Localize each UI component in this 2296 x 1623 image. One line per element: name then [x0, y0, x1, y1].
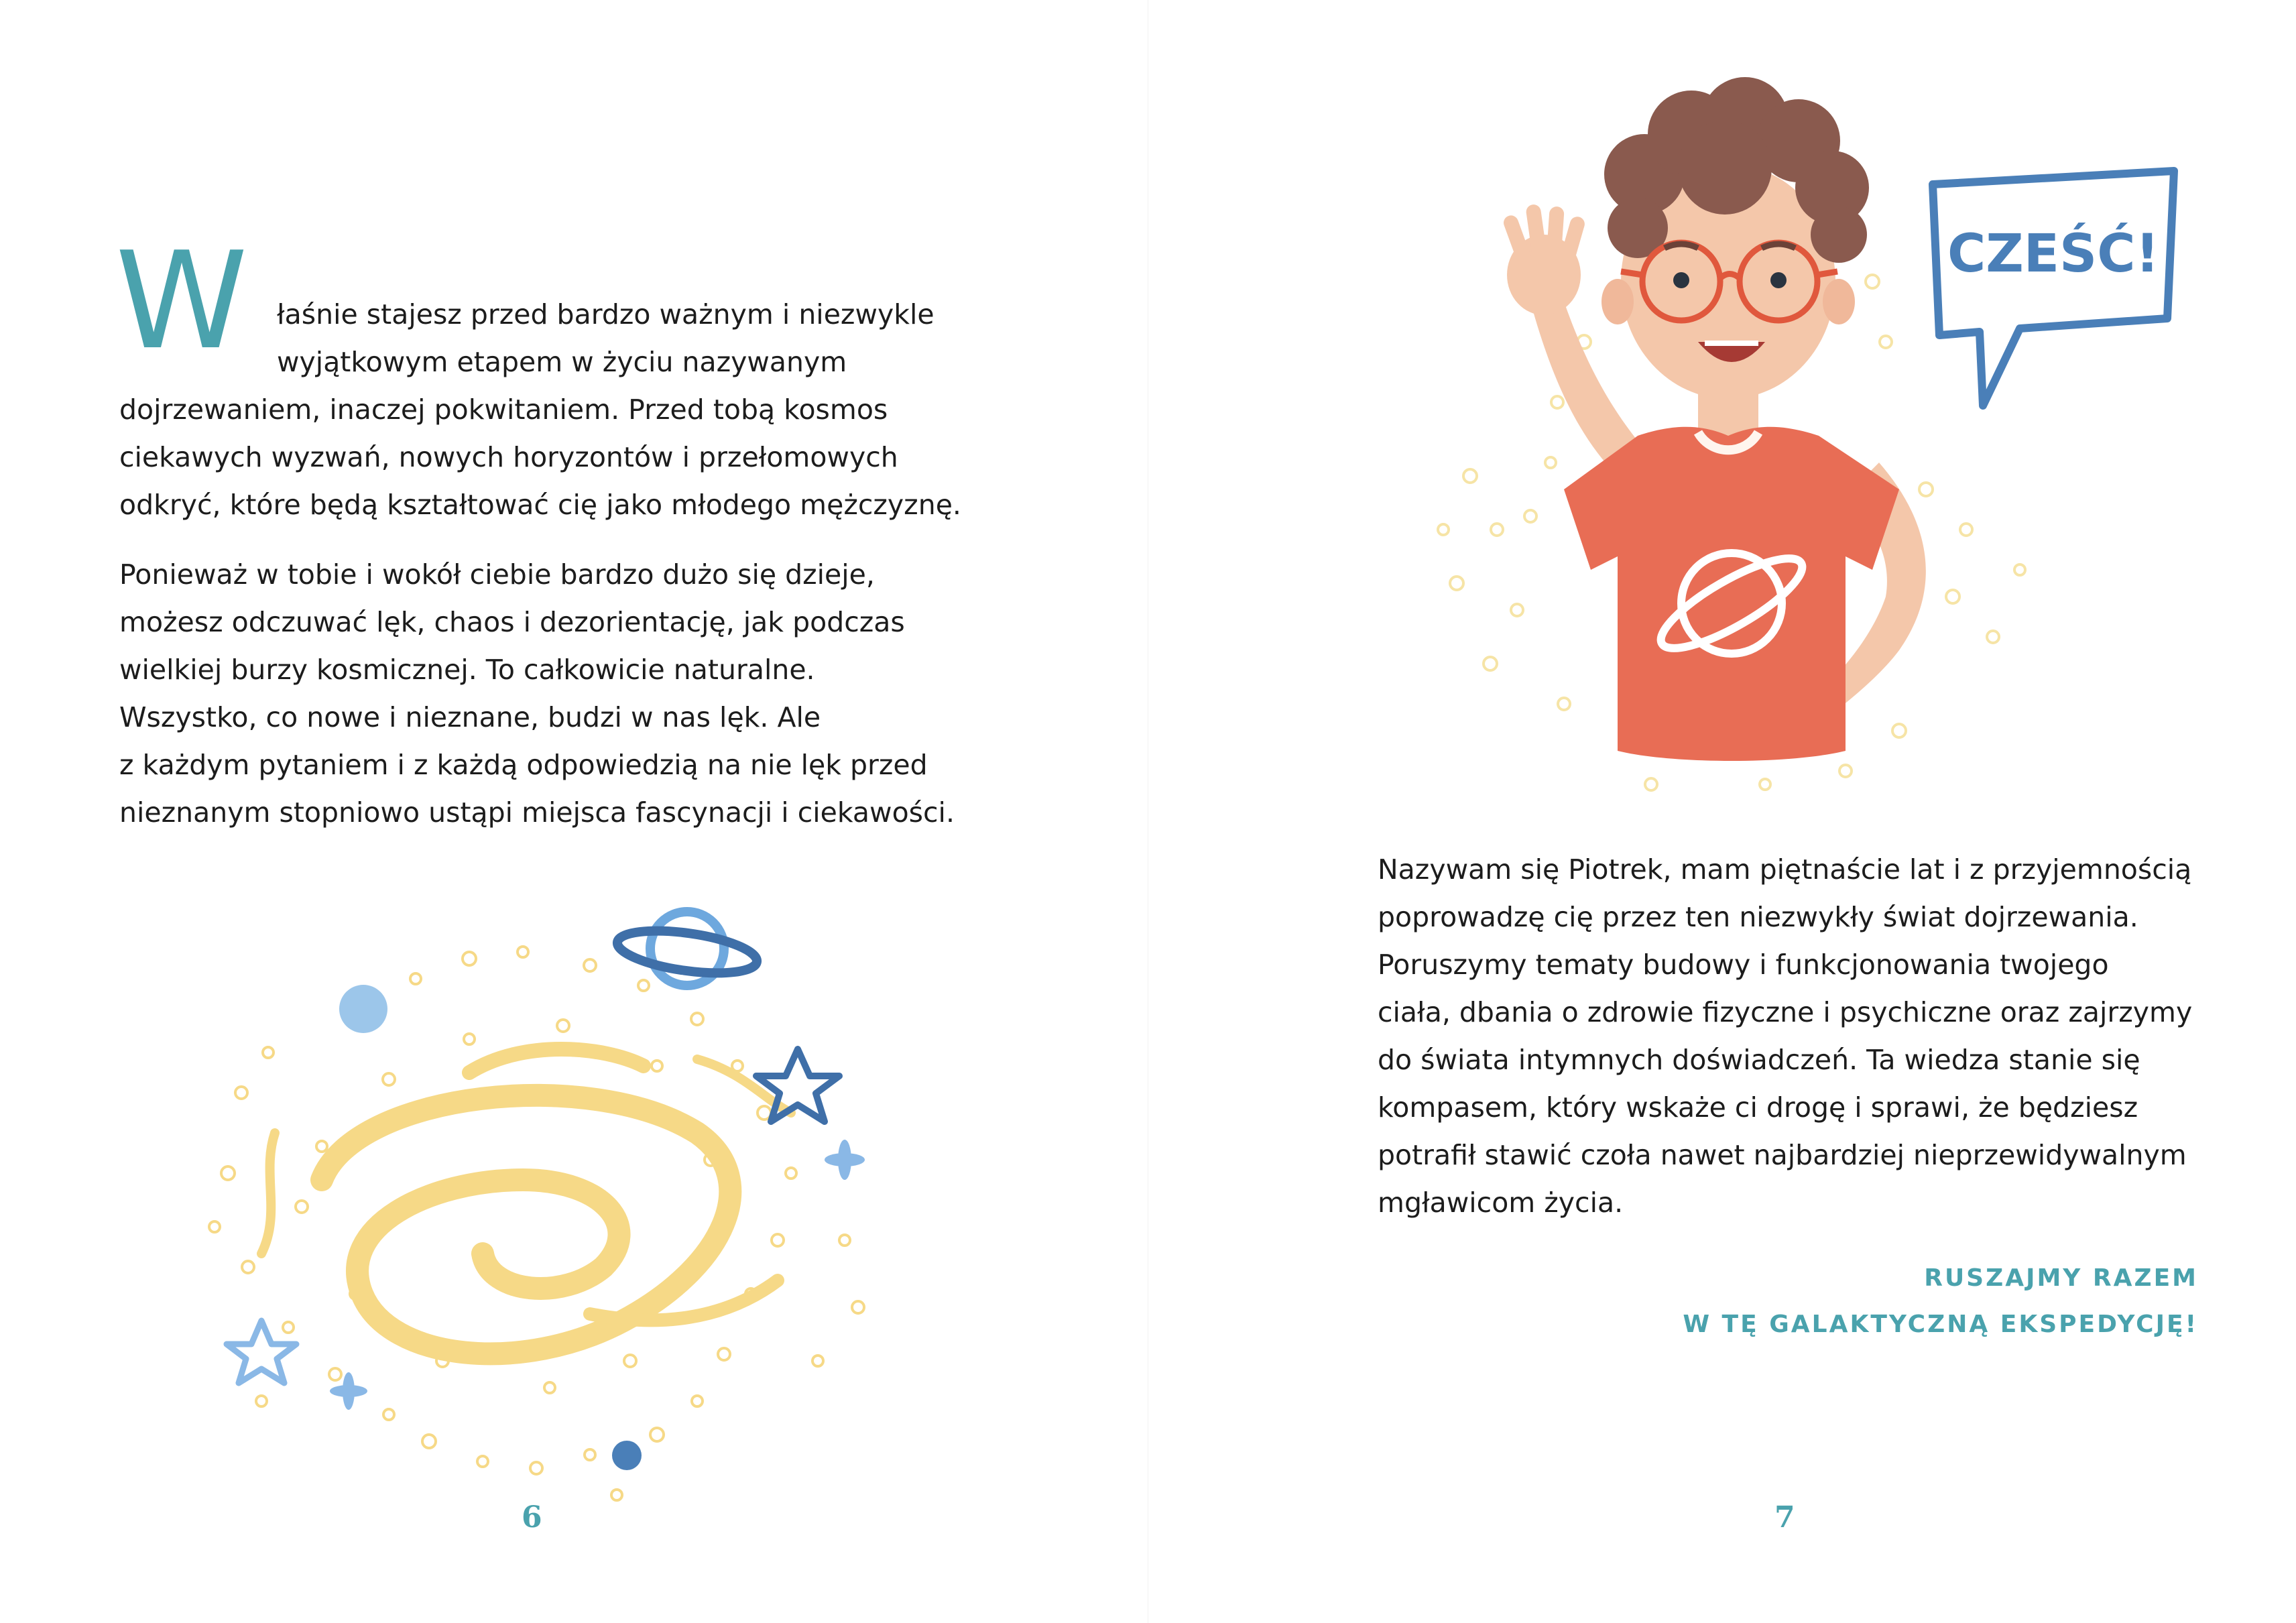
text-line: ciała, dbania o zdrowie fizyczne i psychiczne oraz zajrzymy	[1378, 996, 2193, 1028]
text-line: z każdym pytaniem i z każdą odpowiedzią na nie lęk przed	[119, 749, 928, 781]
right-eye	[1770, 272, 1787, 288]
speech-bubble	[1919, 164, 2187, 419]
second-paragraph	[119, 551, 955, 837]
dot-planet-icon	[612, 1441, 642, 1470]
text-line: mgławicom życia.	[1378, 1187, 1624, 1219]
text-line: Ponieważ w tobie i wokół ciebie bardzo dużo się dzieje,	[119, 558, 875, 591]
text-line: poprowadzę cię przez ten niezwykły świat dojrzewania.	[1378, 901, 2138, 933]
text-line: Wszystko, co nowe i nieznane, budzi w nas lęk. Ale	[119, 701, 821, 733]
dust-dots-icon	[209, 947, 864, 1500]
page-number: 6	[522, 1500, 542, 1535]
text-line: do świata intymnych doświadczeń. Ta wiedza stanie się	[1378, 1044, 2140, 1076]
text-line: odkryć, które będą kształtować cię jako młodego mężczyznę.	[119, 489, 961, 521]
waving-hand-icon	[1502, 204, 1587, 315]
star-icon	[227, 1321, 296, 1383]
text-line: łaśnie stajesz przed bardzo ważnym i niezwykle	[277, 298, 934, 330]
text-line: dojrzewaniem, inaczej pokwitaniem. Przed tobą kosmos	[119, 394, 888, 426]
galaxy-illustration	[188, 892, 898, 1508]
cta-line-2: W TĘ GALAKTYCZNĄ EKSPEDYCJĘ!	[1683, 1311, 2198, 1338]
text-line: Nazywam się Piotrek, mam piętnaście lat i z przyjemnością	[1378, 853, 2192, 886]
intro-paragraph	[119, 291, 961, 529]
star-icon	[756, 1049, 839, 1122]
spiral-galaxy-icon	[261, 1049, 791, 1354]
cta-line-1: RUSZAJMY RAZEM	[1924, 1264, 2198, 1292]
text-line: ciekawych wyzwań, nowych horyzontów i przełomowych	[119, 441, 898, 473]
text-line: potrafił stawić czoła nawet najbardziej nieprzewidywalnym	[1378, 1139, 2187, 1171]
ringed-planet-icon	[615, 912, 760, 985]
page-number: 7	[1774, 1500, 1795, 1535]
small-planet-icon	[339, 985, 387, 1033]
greeting-text: CZEŚĆ!	[1947, 224, 2160, 284]
text-line: nieznanym stopniowo ustąpi miejsca fascynacji i ciekawości.	[119, 796, 955, 829]
right-page	[1148, 0, 2296, 1623]
text-line: możesz odczuwać lęk, chaos i dezorientację, jak podczas	[119, 606, 905, 638]
text-line: wyjątkowym etapem w życiu nazywanym	[277, 346, 847, 378]
text-line: Poruszymy tematy budowy i funkcjonowania twojego	[1378, 949, 2109, 981]
orange-tshirt	[1564, 427, 1899, 761]
text-line: kompasem, który wskaże ci drogę i sprawi, że będziesz	[1378, 1091, 2138, 1124]
drop-cap: W	[115, 223, 248, 379]
intro-paragraph	[1378, 846, 2192, 1227]
right-ear	[1823, 279, 1855, 324]
text-line: wielkiej burzy kosmicznej. To całkowicie naturalne.	[119, 654, 815, 686]
left-ear	[1602, 279, 1634, 324]
left-eye	[1673, 272, 1689, 288]
